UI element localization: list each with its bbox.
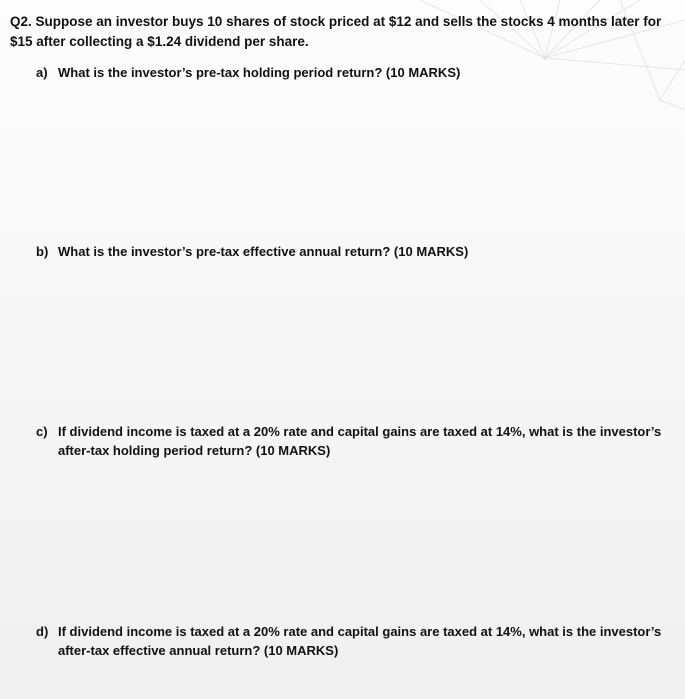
sub-question-b bbox=[36, 242, 666, 261]
sub-question-a bbox=[36, 63, 666, 82]
sub-question-text: What is the investor’s pre-tax effective annual return? (10 MARKS) bbox=[58, 244, 469, 259]
sub-question-letter: a) bbox=[36, 65, 48, 80]
sub-question-letter: c) bbox=[36, 424, 48, 439]
question-header: Q2. Suppose an investor buys 10 shares of stock priced at $12 and sells the stocks 4 months later for $15 after collecting a $1.24 dividend per share. bbox=[10, 14, 662, 49]
sub-question-d bbox=[36, 622, 666, 660]
sub-question-text: If dividend income is taxed at a 20% rate and capital gains are taxed at 14%, what is the investor’s after-tax holding period return? (10 MARKS) bbox=[58, 424, 662, 458]
sub-question-letter: d) bbox=[36, 624, 49, 639]
sub-question-letter: b) bbox=[36, 244, 49, 259]
sub-question-text: What is the investor’s pre-tax holding period return? (10 MARKS) bbox=[58, 65, 461, 80]
sub-question-c bbox=[36, 422, 666, 460]
sub-question-text: If dividend income is taxed at a 20% rate and capital gains are taxed at 14%, what is the investor’s after-tax effective annual return? (10 MARKS) bbox=[58, 624, 662, 658]
